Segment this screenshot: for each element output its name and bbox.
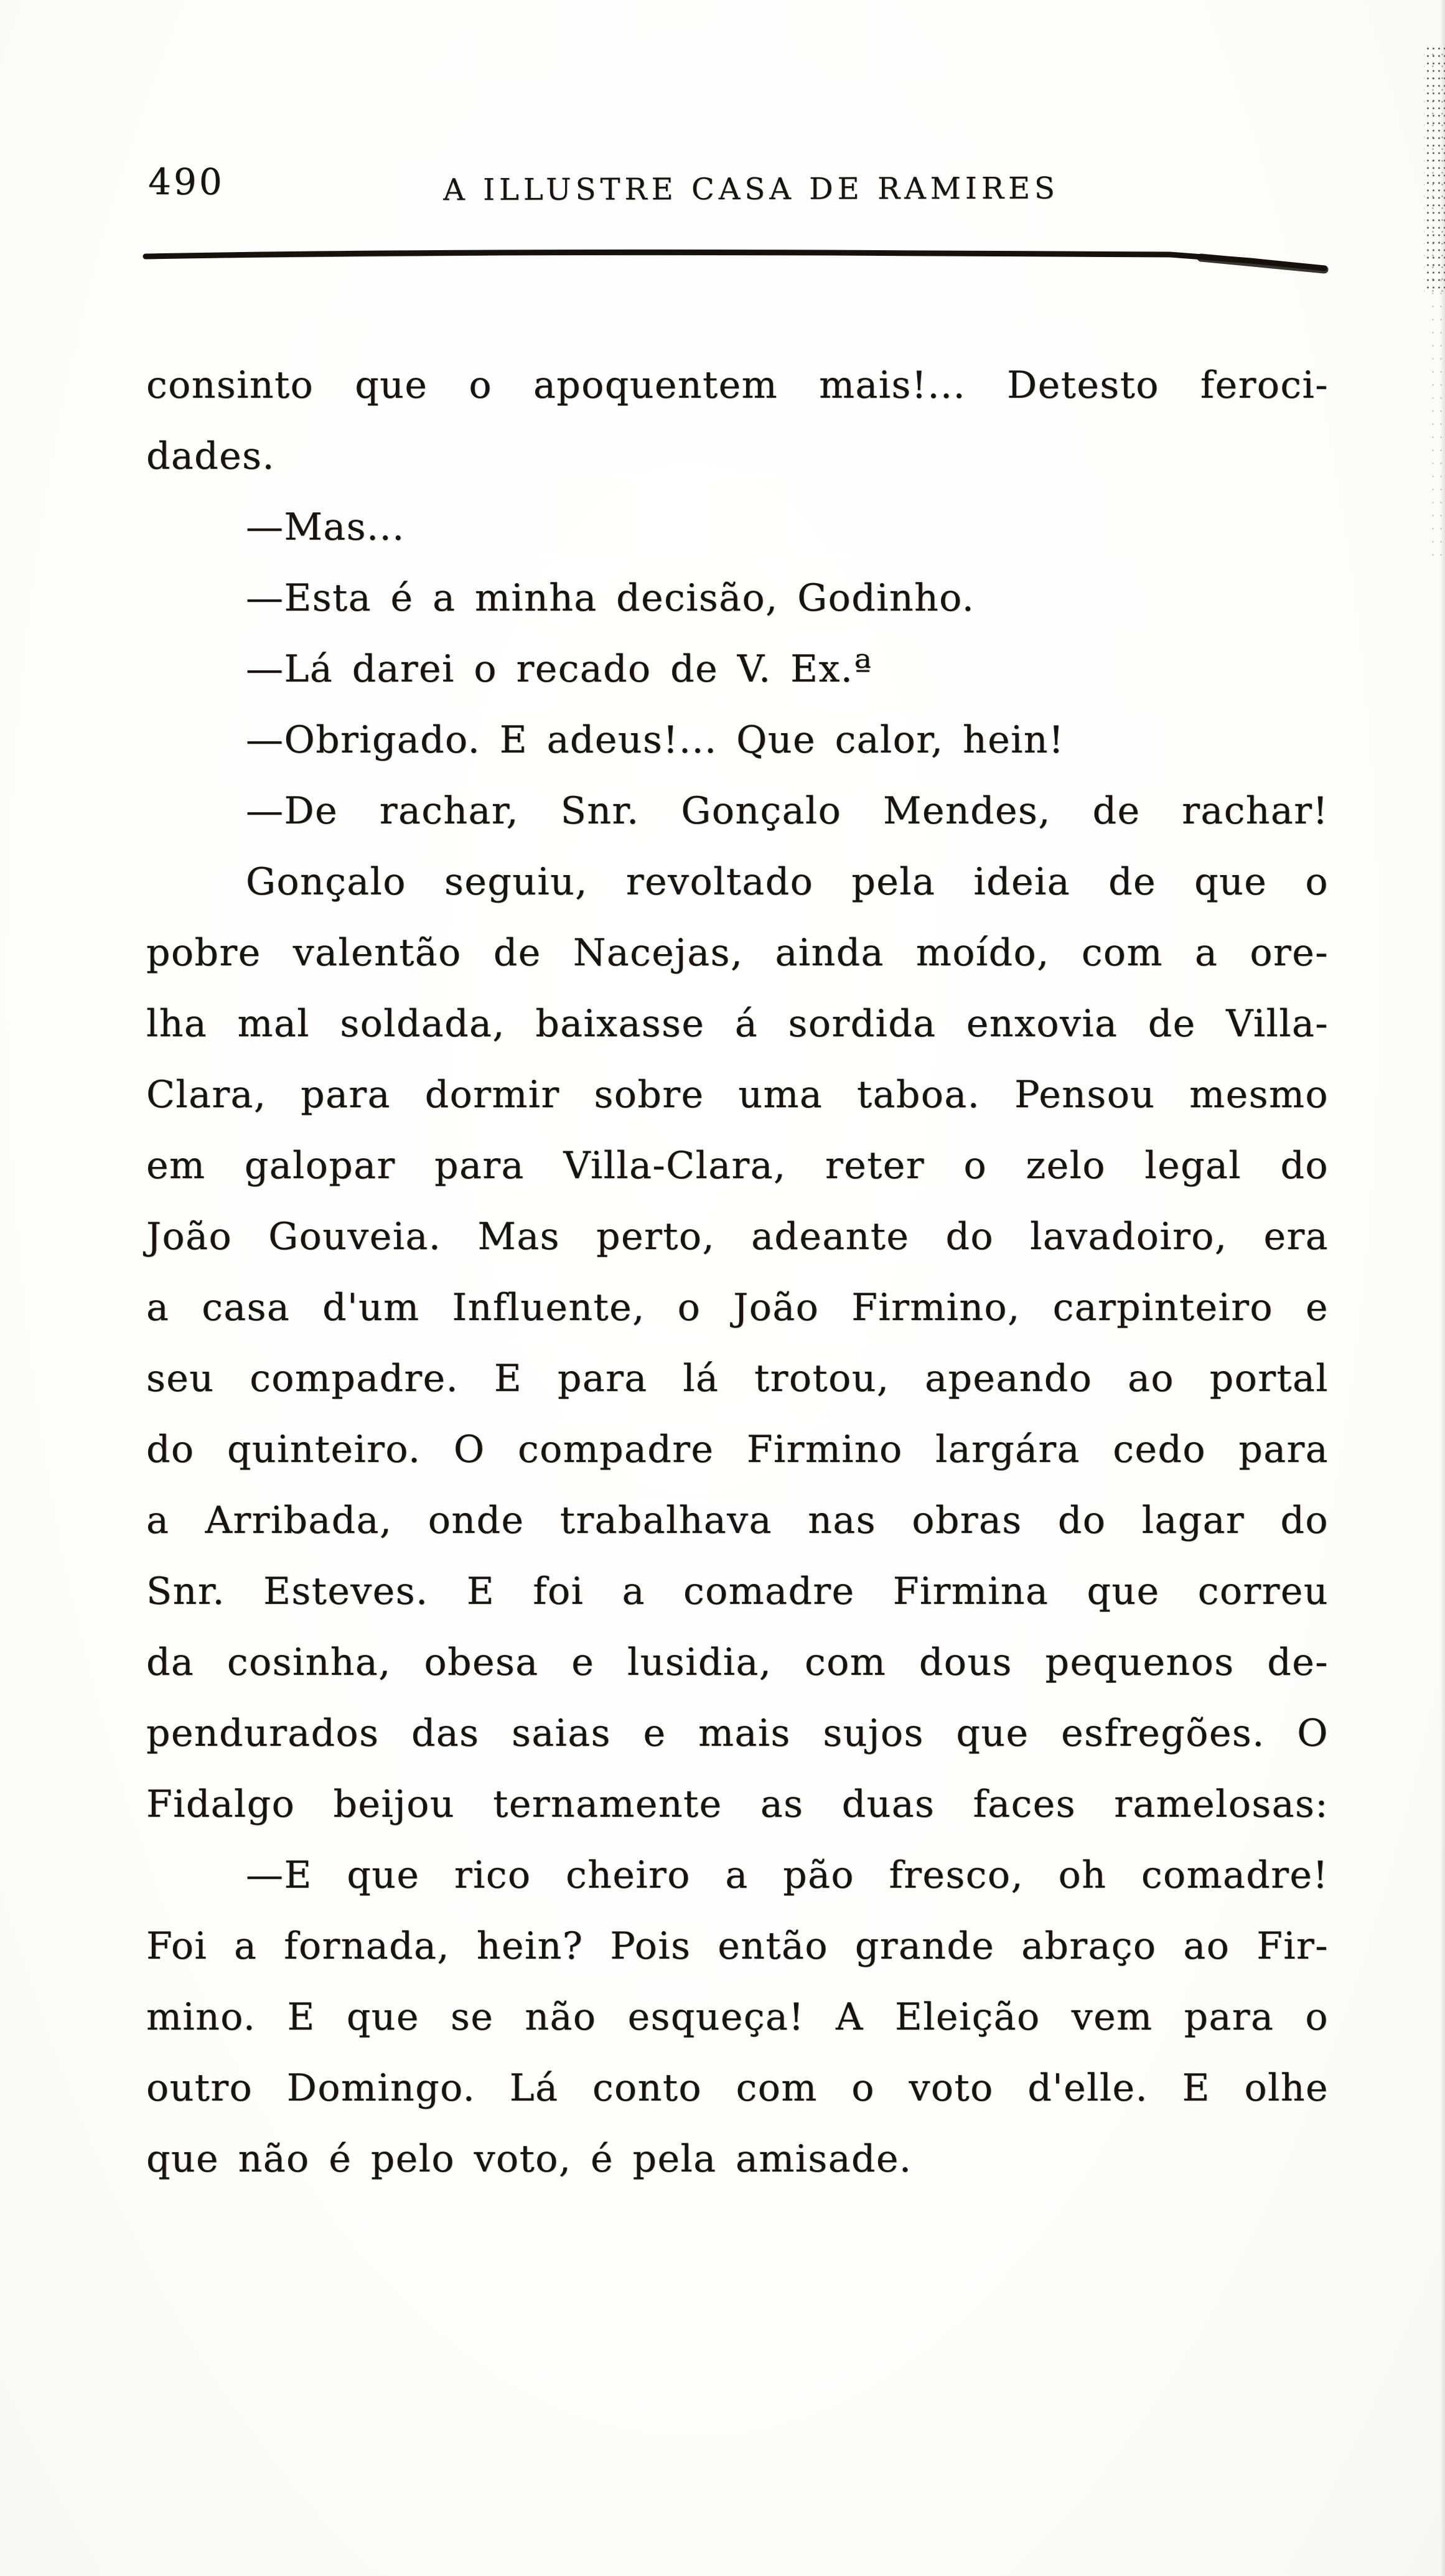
text-line: —Mas... [246,505,405,549]
text-line: seu compadre. E para lá trotou, apeando ao portal [146,1357,1329,1400]
text-line: Snr. Esteves. E foi a comadre Firmina que correu [146,1570,1329,1613]
text-line: outro Domingo. Lá conto com o voto d'elle. E olhe [146,2066,1329,2110]
scan-edge-shade [1440,0,1445,2576]
text-line: —De rachar, Snr. Gonçalo Mendes, de rachar! [246,789,1329,833]
text-line: a casa d'um Influente, o João Firmino, carpinteiro e [146,1286,1329,1329]
text-line: da cosinha, obesa e lusidia, com dous pequenos de- [146,1641,1329,1684]
text-line: João Gouveia. Mas perto, adeante do lavadoiro, era [146,1215,1329,1258]
text-line: lha mal soldada, baixasse á sordida enxovia de Villa- [146,1002,1329,1046]
text-line: Clara, para dormir sobre uma taboa. Pensou mesmo [146,1073,1329,1117]
text-line: Gonçalo seguiu, revoltado pela ideia de que o [246,860,1329,904]
text-line: —Lá darei o recado de V. Ex.ª [246,647,872,691]
text-line: —E que rico cheiro a pão fresco, oh comadre! [246,1853,1329,1897]
text-line: que não é pelo voto, é pela amisade. [146,2137,912,2181]
text-line: —Obrigado. E adeus!... Que calor, hein! [246,718,1065,762]
text-line: pobre valentão de Nacejas, ainda moído, com a ore- [146,931,1329,975]
text-line: mino. E que se não esqueça! A Eleição vem para o [146,1995,1329,2039]
text-line: consinto que o apoquentem mais!... Detesto feroci- [146,363,1329,407]
text-line: em galopar para Villa-Clara, reter o zelo legal do [146,1144,1329,1187]
text-line: dades. [146,434,275,478]
header-rule [0,0,1445,311]
text-line: Foi a fornada, hein? Pois então grande abraço ao Fir- [146,1924,1329,1968]
text-line: a Arribada, onde trabalhava nas obras do lagar do [146,1499,1329,1542]
text-line: do quinteiro. O compadre Firmino largára cedo para [146,1428,1329,1471]
text-line: —Esta é a minha decisão, Godinho. [246,576,975,620]
page-number: 490 [148,161,225,203]
text-line: Fidalgo beijou ternamente as duas faces ramelosas: [146,1782,1329,1826]
running-title: A ILLUSTRE CASA DE RAMIRES [443,171,1059,208]
text-line: pendurados das saias e mais sujos que esfregões. O [146,1712,1329,1755]
text-block [146,350,1329,2194]
